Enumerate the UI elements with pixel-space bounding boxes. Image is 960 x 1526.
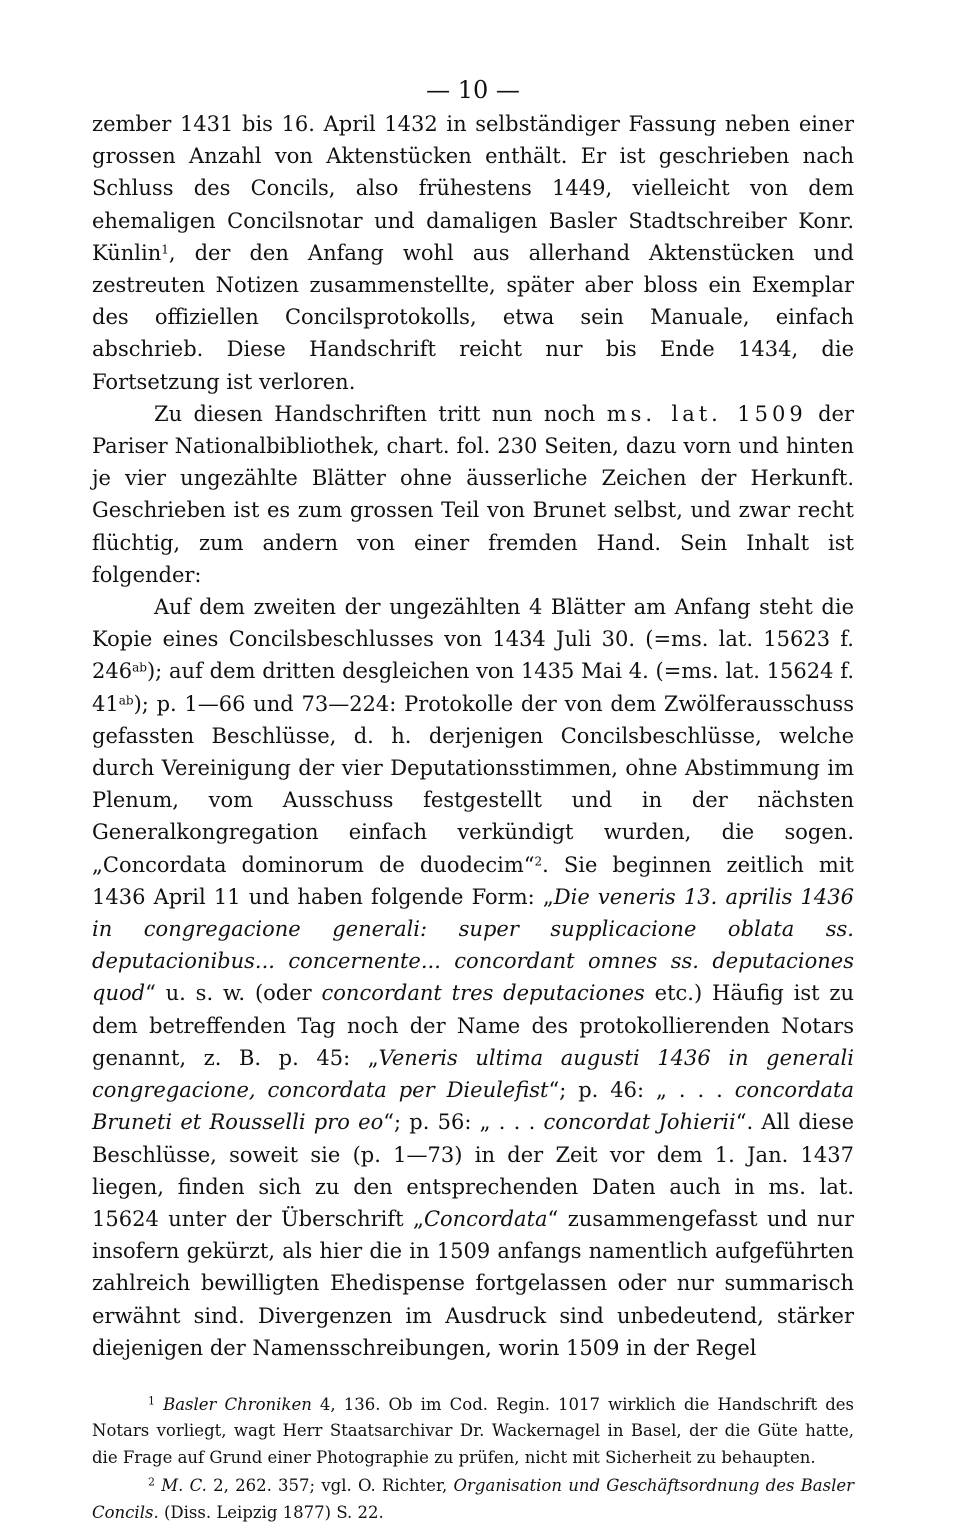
text-run: “; p. 46: „ . . . — [548, 1078, 735, 1103]
footnote-marker: ab — [132, 660, 147, 675]
text-run: der Pariser Nationalbibliothek, chart. fol. 230 Seiten, dazu vorn und hinten je vier ungezählte Blätter ohne äusserliche Zeichen der Herkunft. Geschrieben ist es zum grossen Teil von Brunet selbst, und zwar recht flüchtig, zum andern von einer fremden Hand. Sein Inhalt ist folgender: — [92, 401, 854, 587]
italic-run: Basler Chroniken — [163, 1394, 312, 1414]
text-run: “ u. s. w. (oder — [145, 981, 322, 1006]
text-run: . Sie beginnen zeitlich mit 1436 April 11 und haben folgende Form: „ — [92, 852, 854, 909]
text-run: etc.) Häufig ist zu dem betreffenden Tag noch der Name des protokollierenden Notars genannt, z. B. p. 45: „ — [92, 981, 855, 1070]
italic-run: Organisation und Geschäftsordnung des Basler Concils. — [92, 1476, 855, 1522]
spaced-run: ms. lat. 1509 — [606, 401, 807, 426]
text-run: (Diss. Leipzig 1877) S. 22. — [158, 1502, 384, 1522]
text-run: 4, 136. Ob im Cod. Regin. 1017 wirklich die Handschrift des Notars vorliegt, wagt Herr Staatsarchivar Dr. Wackernagel in Basel, der die Güte hatte, die Frage auf Grund einer Photographie zu prüfen, nicht mit Sicherheit zu behaupten. — [92, 1394, 854, 1467]
text-run: ); p. 1—66 und 73—224: Protokolle der von dem Zwölferausschuss gefassten Beschlüsse, d. h. derjenigen Concilsbeschlüsse, welche durch Vereinigung der vier Deputationsstimmen, ohne Abstimmung im Plenum, vom Ausschuss festgestellt und in der nächsten Generalkongregation einfach verkündigt wurden, die sogen. „Concordata dominorum de duodecim“ — [92, 691, 854, 877]
paragraph-1 — [92, 108, 854, 398]
footnote-marker: 2 — [534, 854, 543, 869]
body-text — [92, 108, 854, 1364]
text-run: 2, 262. 357; vgl. O. Richter, — [206, 1476, 454, 1496]
text-run: Auf dem zweiten der ungezählten 4 Blätter am Anfang steht die Kopie eines Concilsbeschlusses von 1434 Juli 30. (=ms. lat. 15623 f. 246 — [92, 595, 854, 684]
footnote-marker: ab — [118, 693, 134, 708]
italic-run: Die veneris 13. aprilis 1436 in congregacione generali: super supplicacione oblata ss. deputacionibus... concernente... concordant omnes ss. deputaciones quod — [92, 884, 854, 1006]
footnote-marker: 1 — [161, 242, 169, 257]
italic-run: concordat Johierii — [543, 1110, 736, 1135]
text-run: “; p. 56: „ . . . — [383, 1110, 544, 1135]
text-run: ); auf dem dritten desgleichen von 1435 Mai 4. (=ms. lat. 15624 f. 41 — [92, 659, 854, 716]
footnotes — [92, 1392, 854, 1526]
italic-run: Veneris ultima augusti 1436 in generali congregacione, concordata per Dieulefist — [92, 1045, 854, 1103]
paragraph-2 — [92, 398, 854, 591]
text-run: “. All diese Beschlüsse, soweit sie (p. 1—73) in der Zeit vor dem 1. Jan. 1437 liegen, finden sich zu den entsprechenden Daten auch in ms. lat. 15624 unter der Überschrift „ — [92, 1110, 854, 1231]
footnote-2 — [92, 1473, 854, 1526]
text-run — [155, 1395, 163, 1414]
document-page — [92, 74, 854, 1526]
text-run: zember 1431 bis 16. April 1432 in selbständiger Fassung neben einer grossen Anzahl von Aktenstücken enthält. Er ist geschrieben nach Schluss des Concils, also frühestens 1449, vielleicht von dem ehemaligen Concilsnotar und damaligen Basler Stadtschreiber Konr. Künlin — [92, 112, 854, 265]
italic-run: concordata Bruneti et Rousselli pro eo — [92, 1078, 855, 1135]
page-number: — 10 — — [426, 76, 520, 104]
paragraph-3 — [92, 591, 854, 1364]
text-run: “ zusammengefasst und nur insofern gekürzt, als hier die in 1509 anfangs namentlich aufgeführten zahlreich bewilligten Ehedispense fortgelassen oder nur summarisch erwähnt sind. Divergenzen im Ausdruck sind unbedeutend, stärker diejenigen der Namensschreibungen, worin 1509 in der Regel — [92, 1206, 854, 1360]
footnote-marker: 2 — [148, 1475, 155, 1489]
italic-run: Concordata — [423, 1206, 548, 1231]
text-run: , der den Anfang wohl aus allerhand Aktenstücken und zestreuten Notizen zusammenstellte, später aber bloss ein Exemplar des offiziellen Concilsprotokolls, etwa sein Manuale, einfach abschrieb. Diese Handschrift reicht nur bis Ende 1434, die Fortsetzung ist verloren. — [92, 240, 854, 394]
italic-run: concordant tres deputaciones — [321, 981, 645, 1006]
text-run: Zu diesen Handschriften tritt nun noch — [154, 401, 607, 426]
italic-run: M. C. — [161, 1476, 207, 1496]
footnote-marker: 1 — [148, 1394, 155, 1408]
